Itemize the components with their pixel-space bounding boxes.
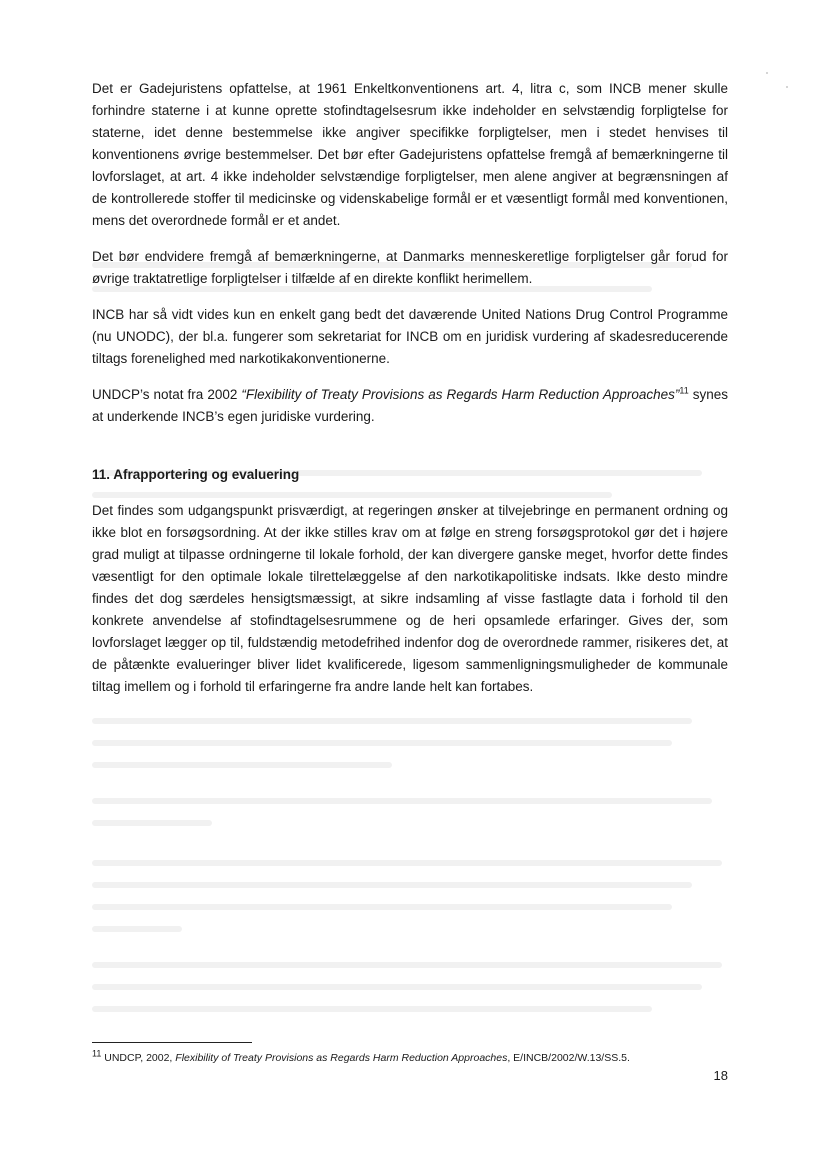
document-body <box>92 78 728 712</box>
footnote-title: Flexibility of Treaty Provisions as Regards Harm Reduction Approaches <box>175 1052 508 1064</box>
scan-speck <box>786 86 788 88</box>
scan-speck <box>766 72 768 74</box>
page-number: 18 <box>713 1068 728 1083</box>
footnote-number: 11 <box>92 1048 102 1059</box>
text: UNDCP’s notat fra 2002 <box>92 387 242 402</box>
text: UNDCP, 2002, <box>101 1052 176 1064</box>
paragraph-undcp <box>92 384 728 428</box>
footnote <box>92 1050 728 1066</box>
paragraph: INCB har så vidt vides kun en enkelt gang bedt det daværende United Nations Drug Control Programme (nu UNODC), der bl.a. fungerer som sekretariat for INCB om en juridisk vurdering af skadesreducerende tiltags forenelighed med narkotikakonventionerne. <box>92 307 728 366</box>
footnote-rule <box>92 1042 252 1043</box>
section-heading: 11. Afrapportering og evaluering <box>92 467 300 482</box>
paragraph: Det bør endvidere fremgå af bemærkningerne, at Danmarks menneskeretlige forpligtelser går forud for øvrige traktatretlige forpligtelser i tilfælde af en direkte konflikt herimellem. <box>92 249 728 286</box>
footnote-ref: 11 <box>679 385 689 396</box>
paragraph: Det findes som udgangspunkt prisværdigt, at regeringen ønsker at tilvejebringe en permanent ordning og ikke blot en forsøgsordning. At der ikke stilles krav om at følge en streng forsøgsprotokol gør det i højere grad muligt at tilpasse ordningerne til lokale forhold, der kan divergere ganske meget, hvorfor dette findes væsentligt for den optimale lokale tilrettelæggelse af den narkotikapolitiske indsats. Ikke desto mindre findes det dog særdeles hensigtsmæssigt, at sikre indsamling af visse fastlagte data i forhold til den konkrete anvendelse af stofindtagelsesrummene og de heri opsamlede erfaringer. Gives der, som lovforslaget lægger op til, fuldstændig metodefrihed indenfor dog de overordnede rammer, risikeres det, at de påtænkte evalueringer bliver lidet kvalificerede, ligesom sammenligningsmuligheder de kommunale tiltag imellem og i forhold til erfaringerne fra andre lande helt kan fortabes. <box>92 503 728 694</box>
paragraph: Det er Gadejuristens opfattelse, at 1961 Enkeltkonventionens art. 4, litra c, som INCB mener skulle forhindre staterne i at kunne oprette stofindtagelsesrum ikke indeholder en selvstændig forpligtelse for staterne, idet denne bestemmelse ikke angiver specifikke forpligtelser, men i stedet henvises til konventionens øvrige bestemmelser. Det bør efter Gadejuristens opfattelse fremgå af bemærkningerne til lovforslaget, at art. 4 ikke indeholder selvstændige forpligtelser, men alene angiver at begrænsningen af de kontrollerede stoffer til medicinske og videnskabelige formål er et væsentligt formål med konventionen, mens det overordnede formål er et andet. <box>92 81 728 228</box>
text: , E/INCB/2002/W.13/SS.5. <box>507 1052 630 1064</box>
treaty-title: “Flexibility of Treaty Provisions as Regards Harm Reduction Approaches” <box>241 387 680 402</box>
text: synes at underkende INCB’s egen juridiske vurdering. <box>92 387 728 424</box>
